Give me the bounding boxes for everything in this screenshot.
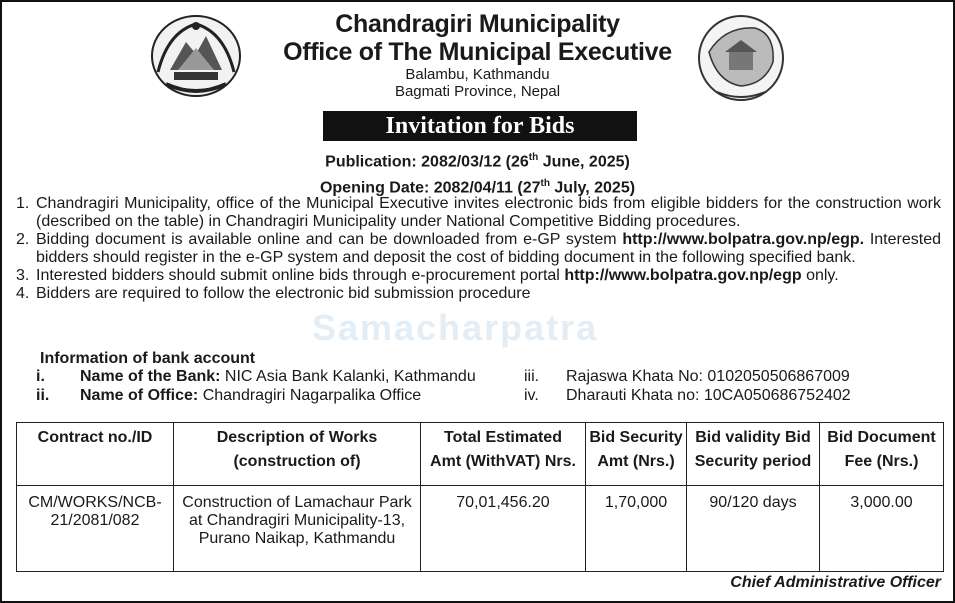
point-3: 3. Interested bidders should submit online bids through e-procurement portal http://www.bolpatra.gov.np/egp only. xyxy=(16,267,839,284)
municipality-title: Chandragiri Municipality xyxy=(335,10,620,38)
table-header-row xyxy=(17,423,944,486)
bank-row: i. Name of the Bank: NIC Asia Bank Kalanki, Kathmandu iii. Rajaswa Khata No: 0102050506867009 xyxy=(36,368,850,385)
col-contract: Contract no./ID xyxy=(17,423,174,486)
opening-date: Opening Date: 2082/04/11 (27th July, 2025) xyxy=(319,178,636,197)
col-fee: Bid Document Fee (Nrs.) xyxy=(820,423,944,486)
cell-validity: 90/120 days xyxy=(687,486,820,572)
col-security: Bid Security Amt (Nrs.) xyxy=(586,423,687,486)
point-4: 4. Bidders are required to follow the electronic bid submission procedure xyxy=(16,285,531,302)
point-2: 2. Bidding document is available online and can be downloaded from e-GP system http://www.bolpatra.gov.np/egp. Interested bidders should register in the e-GP system and deposit the cost of bidding document in the following specified bank. xyxy=(16,231,941,266)
bank-info xyxy=(36,350,920,406)
egp-link[interactable]: http://www.bolpatra.gov.np/egp. xyxy=(622,231,865,248)
point-1: 1. Chandragiri Municipality, office of the Municipal Executive invites electronic bids from eligible bidders for the construction work (described on the table) in Chandragiri Municipality under National Competitive Bidding procedures. xyxy=(16,195,941,230)
cell-security: 1,70,000 xyxy=(586,486,687,572)
cell-contract: CM/WORKS/NCB- 21/2081/082 xyxy=(17,486,174,572)
address-line-2: Bagmati Province, Nepal xyxy=(394,83,561,100)
cell-description: Construction of Lamachaur Park at Chandragiri Municipality-13, Purano Naikap, Kathmandu xyxy=(174,486,421,572)
watermark: Samacharpatra xyxy=(312,307,599,348)
egp-portal-link[interactable]: http://www.bolpatra.gov.np/egp xyxy=(564,267,802,284)
col-estimate: Total Estimated Amt (WithVAT) Nrs. xyxy=(421,423,586,486)
address-line-1: Balambu, Kathmandu xyxy=(405,66,550,83)
header xyxy=(2,10,953,100)
bank-row: ii. Name of Office: Chandragiri Nagarpalika Office iv. Dharauti Khata no: 10CA050686752402 xyxy=(36,387,851,404)
notice-points xyxy=(16,195,941,303)
bank-info-heading: Information of bank account xyxy=(40,350,256,367)
cell-estimate: 70,01,456.20 xyxy=(421,486,586,572)
cell-fee: 3,000.00 xyxy=(820,486,944,572)
col-description: Description of Works (construction of) xyxy=(174,423,421,486)
publication-date: Publication: 2082/03/12 (26th June, 2025) xyxy=(325,152,630,171)
table-row xyxy=(17,486,944,572)
bids-table xyxy=(16,422,944,572)
dates-block xyxy=(2,147,953,200)
col-validity: Bid validity Bid Security period xyxy=(687,423,820,486)
invitation-banner: Invitation for Bids xyxy=(323,111,637,141)
signature-officer: Chief Administrative Officer xyxy=(730,574,941,591)
office-title: Office of The Municipal Executive xyxy=(283,38,672,66)
